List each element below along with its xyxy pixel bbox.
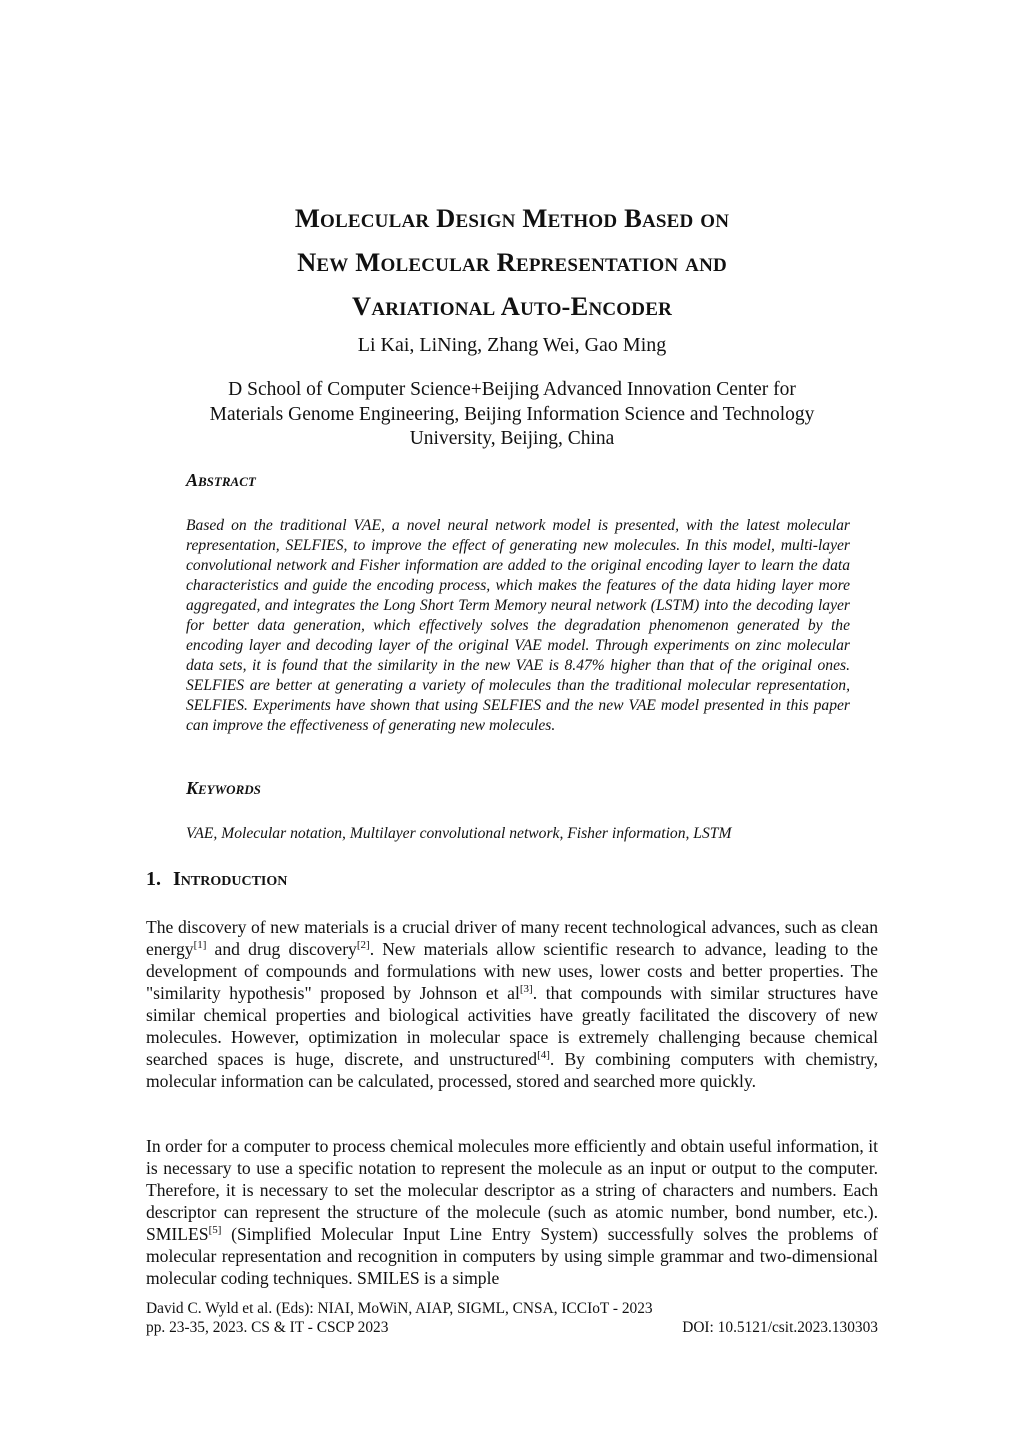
paragraph-text: (Simplified Molecular Input Line Entry System) successfully solves the problems of molecular representation and recognition in computers by using simple grammar and two-dimensional molecular coding techniques. SMILES is a simple bbox=[146, 1224, 878, 1288]
paragraph-text: . By combining computers with chemistry, molecular information can be calculated, processed, stored and searched more quickly. bbox=[146, 1049, 878, 1091]
page-footer bbox=[146, 1299, 878, 1337]
paper-title bbox=[120, 196, 904, 328]
affiliation-line: D School of Computer Science+Beijing Advanced Innovation Center for bbox=[228, 379, 796, 400]
paragraph-text: . New materials allow scientific research to advance, leading to the development of compounds and formulations with new uses, lower costs and better properties. The "similarity hypothesis" proposed by Johnson et al bbox=[146, 939, 878, 1003]
citation-ref[interactable]: [3] bbox=[519, 983, 533, 996]
citation-ref[interactable]: [4] bbox=[537, 1049, 550, 1062]
citation-ref[interactable]: [2] bbox=[356, 939, 370, 952]
citation-ref[interactable]: [1] bbox=[193, 939, 207, 952]
title-line: Molecular Design Method Based on bbox=[294, 203, 730, 233]
paragraph-text: and drug discovery bbox=[206, 939, 357, 959]
footer-proceedings: David C. Wyld et al. (Eds): NIAI, MoWiN, AIAP, SIGML, CNSA, ICCIoT - 2023 bbox=[146, 1300, 653, 1317]
paragraph-text: In order for a computer to process chemical molecules more efficiently and obtain useful information, it is necessary to use a specific notation to represent the molecule as an input or output to the computer. Therefore, it is necessary to set the molecular descriptor as a string of characters and numbers. Each descriptor can represent the structure of the molecule (such as atomic number, bond number, etc.). SMILES bbox=[146, 1136, 878, 1244]
introduction-heading bbox=[146, 868, 287, 891]
affiliation-line: Materials Genome Engineering, Beijing Information Science and Technology bbox=[209, 403, 815, 425]
footer-pages: pp. 23-35, 2023. CS & IT - CSCP 2023 bbox=[146, 1319, 389, 1336]
citation-ref[interactable]: [5] bbox=[208, 1224, 222, 1237]
footer-doi[interactable]: DOI: 10.5121/csit.2023.130303 bbox=[682, 1319, 878, 1336]
authors: Li Kai, LiNing, Zhang Wei, Gao Ming bbox=[357, 334, 667, 356]
intro-paragraph-2 bbox=[146, 1135, 878, 1289]
affiliation-line: University, Beijing, China bbox=[409, 428, 615, 449]
title-line: New Molecular Representation and bbox=[297, 247, 727, 277]
keywords-text: VAE, Molecular notation, Multilayer convolutional network, Fisher information, LSTM bbox=[186, 825, 732, 842]
abstract-heading: Abstract bbox=[186, 470, 256, 490]
paragraph-text: The discovery of new materials is a crucial driver of many recent technological advances, such as clean energy bbox=[146, 917, 878, 959]
keywords-heading: Keywords bbox=[186, 778, 261, 798]
section-number: 1. bbox=[146, 868, 161, 890]
title-line: Variational Auto-Encoder bbox=[351, 291, 672, 321]
affiliation bbox=[120, 378, 904, 452]
abstract-text: Based on the traditional VAE, a novel neural network model is presented, with the latest molecular representation, SELFIES, to improve the effect of generating new molecules. In this model, multi-layer convolutional network and Fisher information are added to the original encoding layer to learn the data characteristics and guide the encoding process, which makes the features of the data hiding layer more aggregated, and integrates the Long Short Term Memory neural network (LSTM) into the decoding layer for better data generation, which effectively solves the degradation phenomenon generated by the encoding layer and decoding layer of the original VAE model. Through experiments on zinc molecular data sets, it is found that the similarity in the new VAE is 8.47% higher than that of the original ones. SELFIES are better at generating a variety of molecules than the traditional molecular representation, SELFIES. Experiments have shown that using SELFIES and the new VAE model presented in this paper can improve the effectiveness of generating new molecules. bbox=[186, 517, 850, 734]
section-title: Introduction bbox=[173, 868, 288, 890]
paragraph-text: . that compounds with similar structures have similar chemical properties and biological activities have greatly facilitated the discovery of new molecules. However, optimization in molecular space is extremely challenging because chemical searched spaces is huge, discrete, and unstructured bbox=[146, 983, 878, 1069]
intro-paragraph-1 bbox=[146, 916, 878, 1092]
